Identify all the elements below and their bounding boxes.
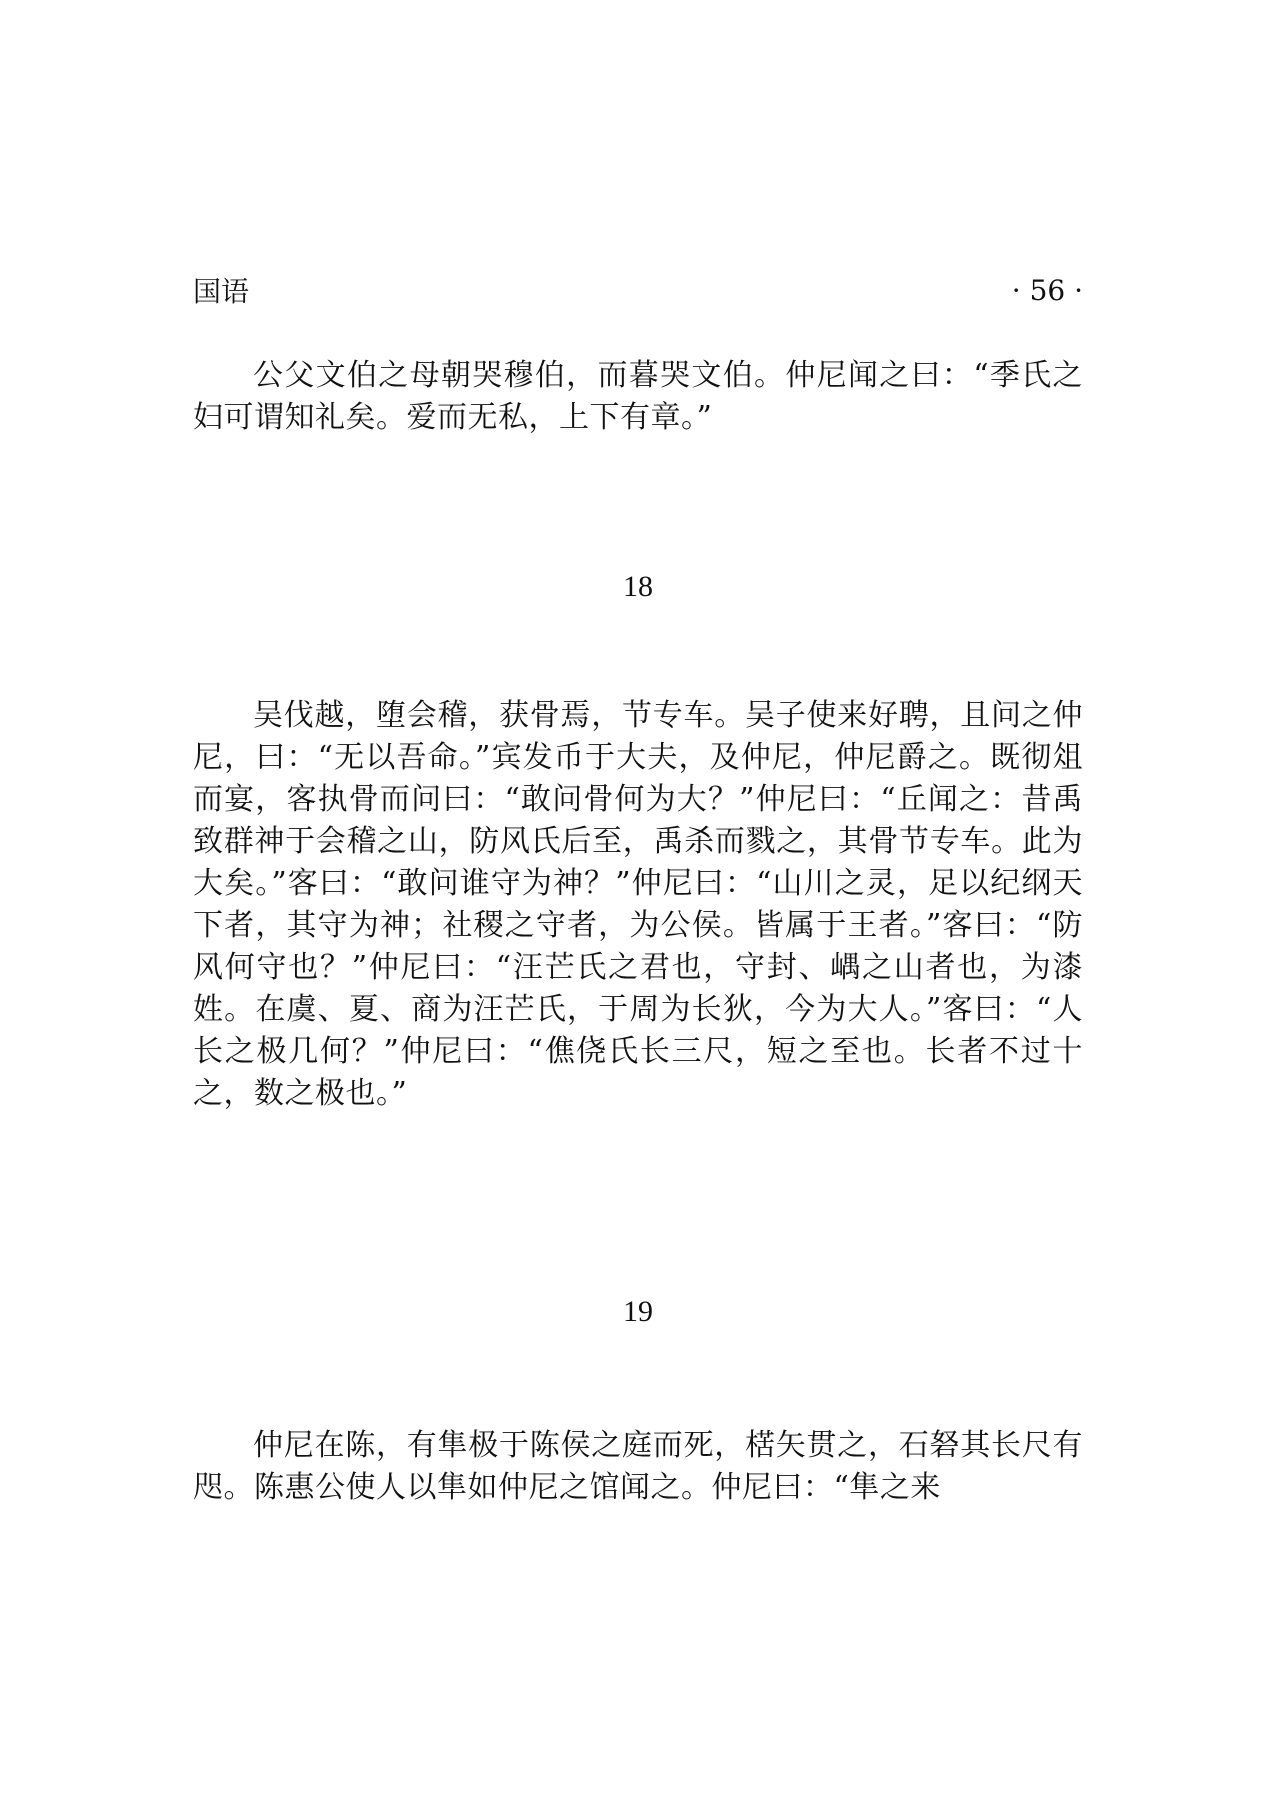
paragraph-block bbox=[193, 695, 1083, 1115]
running-header bbox=[193, 270, 1083, 310]
paragraph-block bbox=[193, 355, 1083, 439]
paragraph-block bbox=[193, 1425, 1083, 1509]
paragraph: 公父文伯之母朝哭穆伯，而暮哭文伯。仲尼闻之曰：“季氏之妇可谓知礼矣。爱而无私，上下有章。” bbox=[193, 358, 1083, 435]
paragraph: 吴伐越，堕会稽，获骨焉，节专车。吴子使来好聘，且问之仲尼，曰：“无以吾命。”宾发币于大夫，及仲尼，仲尼爵之。既彻俎而宴，客执骨而问曰：“敢问骨何为大？”仲尼曰：“丘闻之：昔禹致群神于会稽之山，防风氏后至，禹杀而戮之，其骨节专车。此为大矣。”客曰：“敢问谁守为神？”仲尼曰：“山川之灵，足以纪纲天下者，其守为神；社稷之守者，为公侯。皆属于王者。”客曰：“防风何守也？”仲尼曰：“汪芒氏之君也，守封、嵎之山者也，为漆姓。在虞、夏、商为汪芒氏，于周为长狄，今为大人。”客曰：“人长之极几何？”仲尼曰：“僬侥氏长三尺，短之至也。长者不过十之，数之极也。” bbox=[193, 698, 1083, 1111]
section-number: 18 bbox=[623, 570, 653, 603]
section-number: 19 bbox=[623, 1295, 653, 1328]
paragraph: 仲尼在陈，有隼极于陈侯之庭而死，楛矢贯之，石砮其长尺有咫。陈惠公使人以隼如仲尼之馆闻之。仲尼曰：“隼之来 bbox=[193, 1428, 1083, 1505]
book-title: 国语 bbox=[193, 275, 250, 308]
page-number: · 56 · bbox=[1011, 273, 1083, 307]
